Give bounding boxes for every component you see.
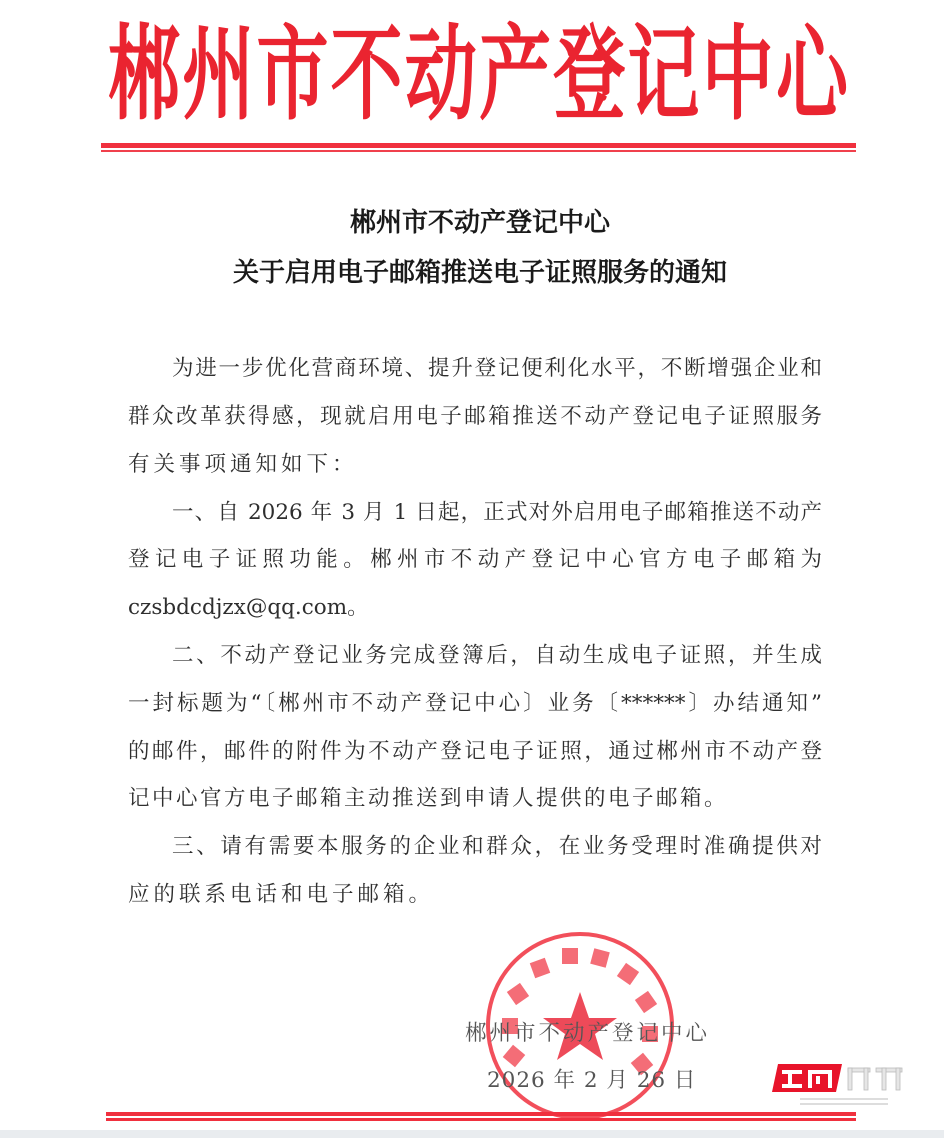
body-line: 二、不动产登记业务完成登簿后，自动生成电子证照，并生成 [172,643,822,668]
header-rule-thin [101,150,856,152]
body-line: 三、请有需要本服务的企业和群众，在业务受理时准确提供对 [172,834,822,859]
masthead-char: 心 [775,14,848,134]
masthead-char: 中 [701,14,774,134]
bottom-bar [0,1130,944,1138]
body-line: 群众改革获得感，现就启用电子邮箱推送不动产登记电子证照服务 [128,404,822,429]
body-line: 一、自 2026 年 3 月 1 日起，正式对外启用电子邮箱推送不动产 [172,500,822,525]
notice-title-org: 郴州市不动产登记中心 [349,208,610,238]
masthead-char: 登 [553,14,626,134]
body-line: 记中心官方电子邮箱主动推送到申请人提供的电子邮箱。 [128,786,729,811]
footer-rule [106,1118,856,1121]
footer-rule [106,1112,856,1116]
masthead-char: 郴 [108,14,181,134]
masthead-char: 动 [404,14,477,134]
body-line: 有关事项通知如下： [128,452,358,477]
signature-date: 2026 年 2 月 26 日 [487,1068,697,1093]
body-line: 一封标题为“〔郴州市不动产登记中心〕业务〔******〕办结通知” [128,691,822,716]
body-line: 为进一步优化营商环境、提升登记便利化水平，不断增强企业和 [172,356,822,381]
rednet-watermark-logo [770,1062,920,1112]
signature-org: 郴州市不动产登记中心 [465,1021,711,1046]
masthead-char: 市 [256,14,329,134]
body-line: 登记电子证照功能。郴州市不动产登记中心官方电子邮箱为 [128,547,822,572]
body-line-email: czsbdcdjzx@qq.com。 [128,595,369,620]
masthead-title [108,14,848,134]
notice-title-subject: 关于启用电子邮箱推送电子证照服务的通知 [232,258,727,288]
body-line: 的邮件，邮件的附件为不动产登记电子证照，通过郴州市不动产登 [128,739,822,764]
header-rule [101,143,856,148]
masthead-char: 产 [479,14,552,134]
body-line: 应的联系电话和电子邮箱。 [128,882,435,907]
masthead-char: 州 [182,14,255,134]
masthead-char: 不 [330,14,403,134]
masthead-char: 记 [627,14,700,134]
